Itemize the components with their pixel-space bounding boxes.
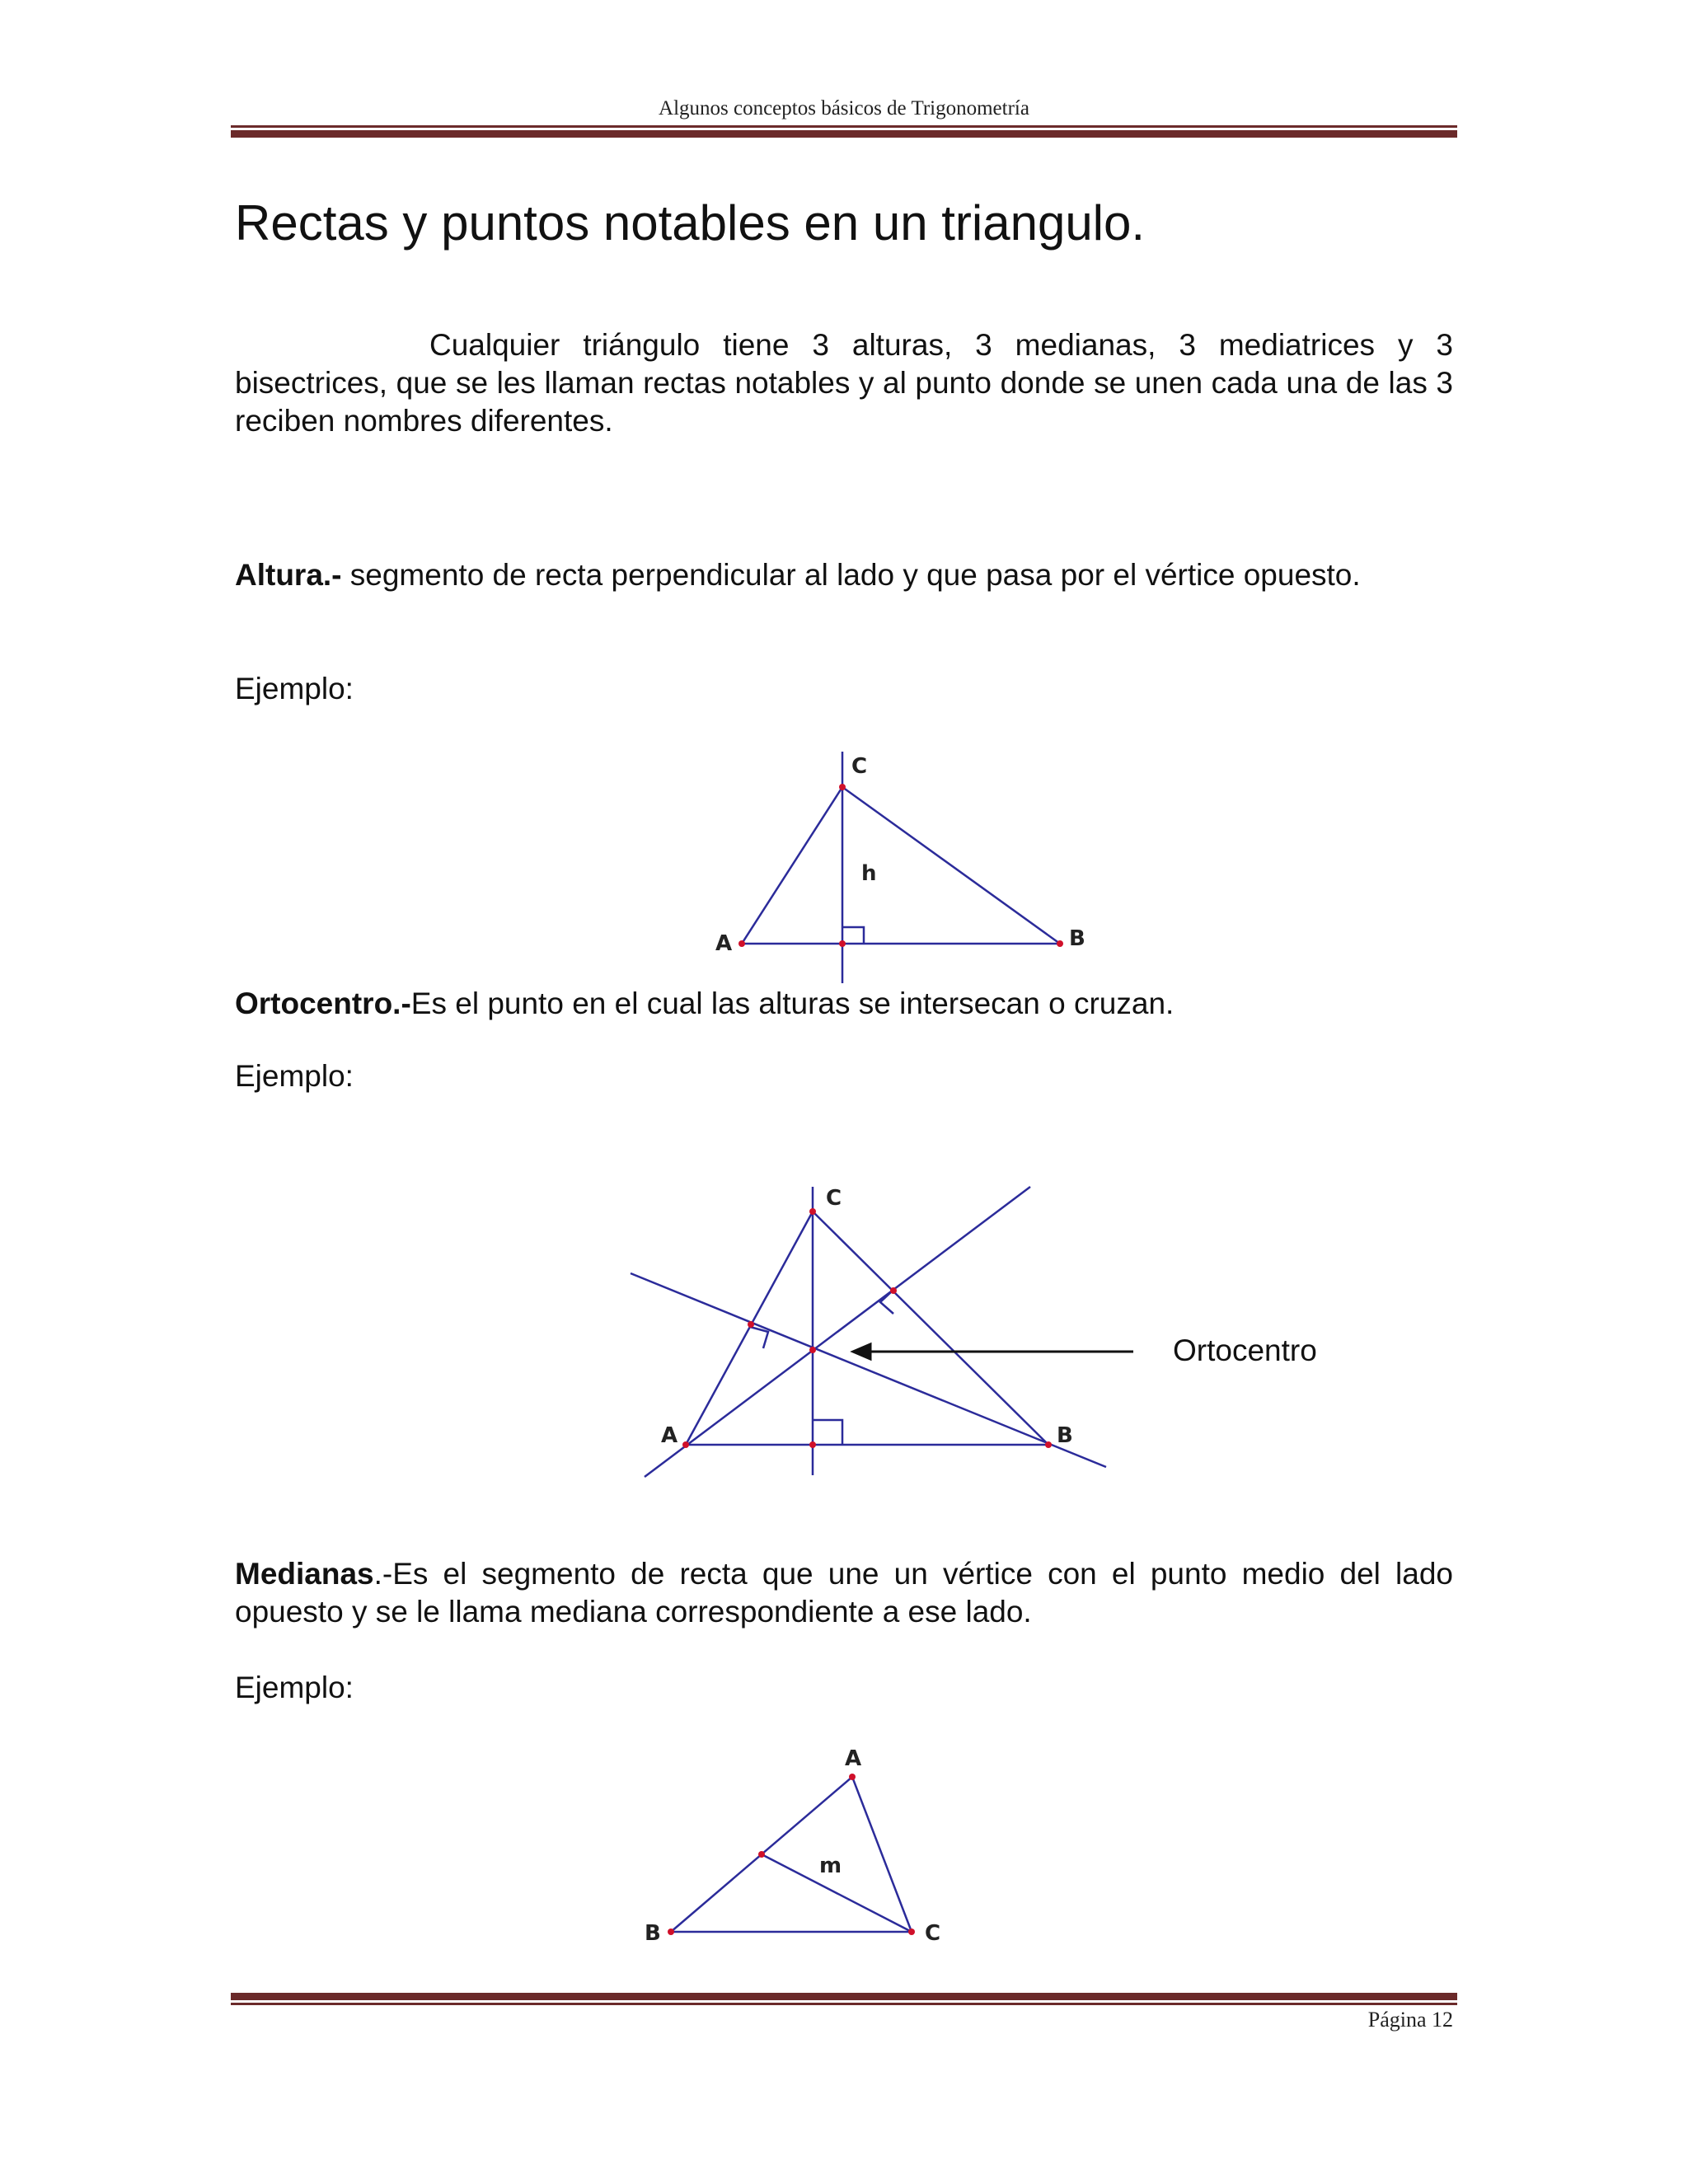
ortocentro-figure (618, 1170, 1129, 1483)
label-b: B (1069, 926, 1085, 951)
ortho-altitude-a (645, 1187, 1030, 1477)
ortocentro-text: Es el punto en el cual las alturas se intersecan o cruzan. (410, 987, 1175, 1020)
ortho-point-c (809, 1208, 816, 1215)
point-foot (839, 940, 846, 947)
point-a (738, 940, 745, 947)
altura-term: Altura.- (235, 558, 342, 592)
page-number: Página 12 (1367, 2008, 1453, 2032)
ortocentro-definition (235, 985, 1453, 1023)
orthocenter-point (809, 1347, 816, 1353)
altura-figure (701, 742, 1113, 989)
label-c: C (851, 754, 868, 779)
ortho-label-c: C (826, 1186, 842, 1211)
ortho-side-cb (813, 1212, 1048, 1445)
median-label-m: m (819, 1854, 842, 1878)
medianas-definition (235, 1555, 1453, 1631)
ortho-foot-c (809, 1441, 816, 1448)
ejemplo-label-1: Ejemplo: (235, 672, 354, 705)
ortocentro-callout: Ortocentro (1173, 1333, 1317, 1367)
ortho-label-a: A (661, 1423, 678, 1448)
median-point-b (668, 1929, 674, 1935)
ortho-foot-b (748, 1321, 754, 1328)
mediana-figure (635, 1739, 981, 1953)
median-label-a: A (845, 1746, 862, 1771)
altura-text: segmento de recta perpendicular al lado y que pasa por el vértice opuesto. (341, 558, 1361, 592)
altura-definition (235, 556, 1453, 594)
page-title: Rectas y puntos notables en un triangulo. (235, 195, 1146, 251)
median-label-b: B (645, 1921, 661, 1946)
ejemplo-label-3: Ejemplo: (235, 1671, 354, 1704)
ortho-arrowhead (853, 1344, 870, 1359)
median-label-c: C (925, 1921, 941, 1946)
median-point-a (849, 1774, 856, 1780)
ortho-point-a (682, 1441, 689, 1448)
running-header: Algunos conceptos básicos de Trigonometría (659, 97, 1029, 120)
medianas-term: Medianas (235, 1557, 374, 1591)
ejemplo-label-2: Ejemplo: (235, 1059, 354, 1093)
point-c (839, 784, 846, 790)
median-point-c (908, 1929, 915, 1935)
ortho-point-b (1045, 1441, 1052, 1448)
label-a: A (715, 931, 733, 956)
label-h: h (861, 861, 877, 886)
altura-right-angle (842, 927, 864, 944)
median-side-ac (852, 1777, 912, 1932)
ortho-label-b: B (1057, 1423, 1073, 1448)
ortho-altitude-b (631, 1273, 1106, 1467)
ortocentro-term: Ortocentro.- (235, 987, 411, 1020)
median-midpoint (758, 1851, 765, 1858)
ortho-foot-a (890, 1287, 897, 1294)
point-b (1057, 940, 1063, 947)
medianas-text: .-Es el segmento de recta que une un vértice con el punto medio del lado opuesto y se le llama mediana correspondiente a ese lado. (235, 1557, 1453, 1629)
ortho-side-ac (686, 1212, 813, 1445)
footer-rule (231, 1993, 1457, 2005)
ortho-right-angle-2 (750, 1327, 768, 1348)
altura-side-ac (742, 787, 842, 944)
header-rule (231, 125, 1457, 138)
ortho-right-angle-1 (813, 1420, 842, 1445)
intro-paragraph: Cualquier triángulo tiene 3 alturas, 3 medianas, 3 mediatrices y 3 bisectrices, que se les llaman rectas notables y al punto donde se unen cada una de las 3 reciben nombres diferentes. (235, 328, 1453, 438)
